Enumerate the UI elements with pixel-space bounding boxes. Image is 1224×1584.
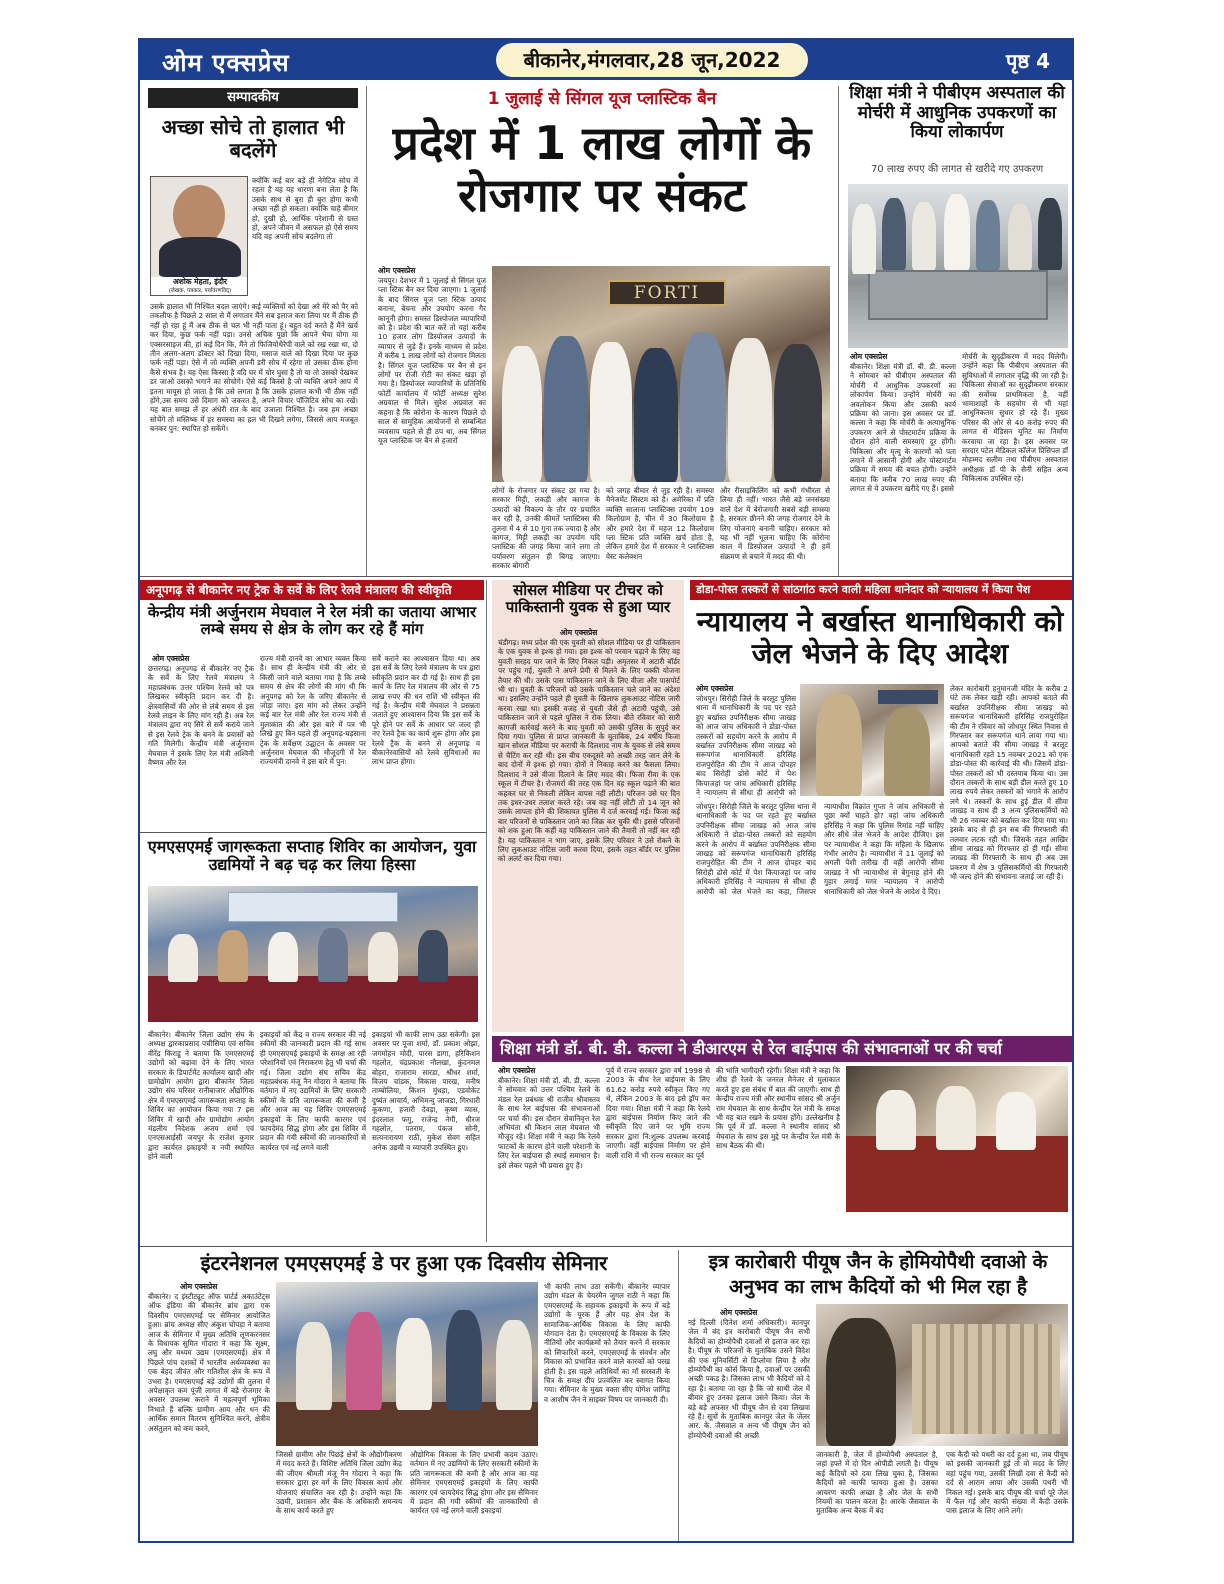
- lead-headline: प्रदेश में 1 लाख लोगों के रोजगार पर संकट: [392, 116, 812, 222]
- camp-banner: [228, 892, 398, 922]
- homeo-headline: इत्र कारोबारी पीयूष जैन के होमियोपैथी दवाओ के अनुभव का लाभ कैदियों को भी मिल रहा है: [708, 1251, 1048, 1298]
- editorial-body: उसके हालात भी निश्चित बदल जाएंगे। कई व्यक्तियों को देखा अरे मेरे को पैर को तकलीफ है पिछले 2 साल से मैं लगातार मैंने सब इलाज करा लिया पर मैं ठीक ही नहीं हो रहा हूं मैं अब ठीक से चल भी नहीं पाता हूं। बहुत दर्द करते हैं मैंने खर्च कर दिया, कुछ फर्क नहीं पड़ा। उनसे अचिक पूछो कि आपने भैया योगा या एक्सरसाइज की, हां कई दिन कि, मैंने तो फिजियोथैरेपी वाले को रख रखा था, दो तीन अलग-अलग डॉक्टर को दिखा दिया, मसाज वाले को दिखा दिया पर कुछ फर्क नहीं पड़ा। ऐसे में जो व्यक्ति अपनी डरी सोच में रहेगा तो उसका ठीक होना कैसे संभव है। यह ऐसा किस्सा है यदि घर में चोर घुसा है तो या तो उसको देखकर डर जाओ उसको भगाने का सोचोगे। ऐसे कई किस्से है जो व्यक्ति अपने आप में इतना मायूस हो जाता है कि उसे लगता है कि उसके हालात कभी भी ठीक नहीं होंगे,उस समय उसे दिमाग को जकरत है, अपने विचार पॉजिटिव सोच का रखें। यह बात समझ लें हर अंधेरी रात के बाद उजाला निश्चित है। जब हम अच्छा सोचेंगे तो मस्तिष्क में हर समस्या का हल भी दिखने लगेगा, जिससे आप मजबूत बनकर पुन: स्थापित हो सकेंगे।: [150, 302, 358, 434]
- mortuary-photo: [848, 184, 1068, 348]
- author-photo: [150, 176, 248, 296]
- court-headline: न्यायालय ने बर्खास्त थानाधिकारी को जेल भेजने के दिए आदेश: [696, 605, 1064, 671]
- homeo-col2: जानकारी है, जेल में होम्योपैथी अस्पताल है, जहां हफ्ते में दो दिन ओपीडी लगती है। पीयूष कई कैदियों को दवा लिख चुका है, जिसका कैदियों को काफी फायदा हुआ है। उसका आचरण काफी अच्छा है और जेल के सभी नियमों का पालन करता है। आरके जैसवाल के मुताबिक अन्य बैरक में बंद: [816, 1450, 938, 1516]
- rail-headline: केन्द्रीय मंत्री अर्जुनराम मेघवाल ने रेल मंत्री का जताया आभार लम्बे समय से क्षेत्र के लोग कर रहे हैं मांग: [147, 603, 477, 639]
- msme-camp-col1: बीकानेर। बीकानेर जिला उद्योग संघ के अध्यक्ष द्वारकाप्रसाद पचीसिया एवं सचिव वीरेंद्र किराडू ने बताया कि एमएसएमई उद्योगों को बढ़ावा देने के लिए भारत सरकार के डिपार्टमेंट कार्यालय खादी और ग्रामोद्योग आयोग द्वारा बीकानेर जिला उद्योग संघ परिसर रानीबाजार औद्योगिक क्षेत्र में एमएसएमई जागरूकता सप्ताह के शिविर का आयोजन किया गया 7 इस शिविर में खादी और ग्रामोद्योग आयोग मंडलीय निदेशक अजय शर्मा एवं एनएसआईसी जयपुर के राजेश कुमार द्वारा कार्यरत इकाइयों व नयी स्थापित होने वाली: [148, 1030, 254, 1162]
- court-col1-top: जोधपुर। सिरोही जिले के बरलूट पुलिस थाना में थानाधिकारी के पद पर रहते हुए बर्खास्त उपनिरीक्षक सीमा जाखड़ को आज जांच अधिकारी ने डोडा-पोस्त तस्करों को सहयोग करने के आरोप में बर्खास्त उपनिरीक्षक सीमा जाखड़ को सरूपगंज थानाधिकारी हरिसिंह राजपुरोहित की टीम ने आज दोपहर बाद सिरोही ढोसे कोर्ट में पेश कियाजहां पर जांच अधिकारी हरिसिंह ने न्यायालय से सीधा ही आरोपी को: [696, 694, 796, 798]
- newspaper-page: [138, 38, 1074, 1543]
- editorial-body-top: क्योंकि कई बार बड़े ही नेगेटिव सोच में रहता है यह यह धारणा बना लेता है कि उसके साथ से बुरा ही बुरा होगा कभी अच्छा नहीं हो सकता। क्योंकि चाहे बीमार हो, दुखी हो, आर्थिक परेशानी से ग्रस्त हो, अपने जीवन में असफल हो ऐसे समय यदि वह अपनी सोच बदलेगा तो: [252, 176, 358, 242]
- rail-byline: ओम एक्सप्रेस: [152, 654, 190, 663]
- seminar-col3: औद्योगिक विकास के लिए प्रभावी कदम उठाए। वर्तमान में नए उद्यमियों के लिए सरकारी स्कीमों के प्रति जागरूकता की कमी है और आज का यह सेमिनार एमएसएमई इकाइयों के लिए काफी कारगर एवं फायदेमंद सिद्ध होगा और इस सेमिनार में प्रदान की गयी स्कीमों की जानकारियों से कार्यरत एवं नई लगने वाली इकाइयां: [410, 1450, 538, 1516]
- masthead: [140, 40, 1072, 80]
- court-bar: डोडा-पोस्त तस्करों से सांठगांठ करने वाली महिला थानेदार को न्यायालय में किया पेश: [690, 580, 1072, 600]
- homeo-col1: नई दिल्ली (दिनेश शर्मा अधिकारी)। कानपुर जेल में बंद इत्र कारोबारी पीयूष जैन सभी कैदियों का होम्योपैथी दवाओं से इलाज कर रहा है। पीयूष के परिजनों के मुताबिक उसने विदेश की एक यूनिवर्सिटी से डिप्लोमा लिया है और होम्योपैथी का कोर्स किया है, दवाओं पर उसकी अच्छी पकड़ है। जिसका लाभ भी कैदियों को दे रहा है। बताया जा रहा है कि जो साथी जेल में बीमार हुए उनका इलाज उसने किया। जेल के बड़े बड़े अफसर भी पीयूष जैन से दवा लिखवा रहे हैं। सूत्रों के मुताबिक कानपुर जेल के जेलर आर. के. जैसवाल व अन्य भी पीयूष जैन को होम्योपैथी दवाओं की अच्छी: [688, 1318, 810, 1440]
- author-face: [173, 185, 225, 245]
- editorial-headline: अच्छा सोचे तो हालात भी बदलेंगे: [161, 115, 345, 162]
- social-headline: सोसल मीडिया पर टीचर को पाकिस्तानी युवक से हुआ प्यार: [505, 581, 671, 617]
- msme-camp-photo: [148, 886, 478, 1022]
- court-col1: जोधपुर। सिरोही जिले के बरलूट पुलिस थाना में थानाधिकारी के पद पर रहते हुए बर्खास्त उपनिरीक्षक सीमा जाखड़ को आज जांच अधिकारी ने डोडा-पोस्त तस्करों को सहयोग करने के आरोप में बर्खास्त उपनिरीक्षक सीमा जाखड़ को सरूपगंज थानाधिकारी हरिसिंह राजपुरोहित की टीम ने आज दोपहर बाद सिरोही ढोसे कोर्ट में पेश कियाजहां पर जांच अधिकारी हरिसिंह ने न्यायालय से सीधा ही आरोपी को जेल भेजने का कहा, जिसपर न्यायाधीश विक्रांत गुप्ता ने जांच अधिकारी से पूछा क्यों चाहते हो? वहां जांच अधिकारी हरिसिंह ने कहा कि पुलिस रिमांड नहीं चाहिए और सीधे जेल भेजने के आदेश दीजिए। इस पर न्यायाधीश ने कहा कि महिला के खिलाफ गंभीर आरोप है। न्यायाधीश ने 11 जुलाई को अगली पेशी तारीख दी वहीं आरोपी सीमा जाखड़ ने भी न्यायाधीश से बेगुनाह होने की गुहार लगाई मगर न्यायालय ने आरोपी थानाधिकारी को जेल भेजने के आदेश दे दिए।: [696, 802, 944, 896]
- lead-col2: को जगह बीमार से जुड़ रही है। समस्या मैनेजमेंट सिस्टम को है। अमेरिका में प्रति व्यक्ति सालाना प्लास्टिक्स उपयोग 109 किलोग्राम है, चीन में 30 किलोग्राम है और हमारे देश में महज 12 किलोग्राम प्ला स्टिक प्रति व्यक्ति खर्च होता है, लेकिन हमारे देश में सरकार ने प्लास्टिक्स वेस्ट कलेक्शन: [606, 486, 714, 561]
- officer-figure: [816, 694, 862, 796]
- author-role: (लेखक, पत्रकार, पर्यावरणविद्): [168, 288, 232, 294]
- court-col2: लेकर कारोबारी हनुमानजी मंदिर के करीब 2 घंटे तक लेकर खड़ी रही। आपको बताते की बर्खास्त उपनिरीक्षक सीमा जाखड़ को सरूपगंज थानाधिकारी हरिसिंह राजपुरोहित की टीम ने रविवार को जोधपुर स्थित निवास से गिरफ्तार कर सरूपगंज थाने लाया गया था। आपको बताते की सीमा जाखड़ ने बरलूट थानाधिकारी रहते 15 नवम्बर 2021 को एक डोडा-पोस्त की कार्रवाई की थी। जिसमें डोडा-पोस्त तस्करों को भी दस्तयाब किया था। उस दौरान तस्करों के साथ बड़ी डील करते हुए 10 लाख रुपये लेकर तस्करों को भगाने के आरोप लगे थे। तस्करों के साथ हुई डील में सीमा जाखड़ व साथ ही 3 अन्य पुलिसकर्मियों को भी 26 नवम्बर को बर्खास्त कर दिया गया था। इसके बाद से ही इन सब की गिरफ्तारी की तलवार लटक रही थी। जिसके तहत आखिर सीमा जाखड़ को गिरफ्तार हो ही गईं। सीमा जाखड़ की गिरफ्तारी के साथ ही अब उस प्रकरण में शेष 3 पुलिसकर्मियों की गिरफ्तारी भी जल्द होने की संभावना जताई जा रही है।: [950, 684, 1068, 882]
- social-body: चंडीगढ़। मध्य प्रदेश की एक युवती को सोशल मीडिया पर ही पाकिस्तान के एक युवक से इश्क हो गया। इस इश्क को परवान चढ़ाने के लिए वह युवती सरहद पार जाने के लिए निकल पड़ी। अमृतसर में अटारी बॉर्डर पर पहुंच गई, युवती ने अपने प्रेमी से मिलने के लिए पक्की योजना तैयार की थी। उसके पास पाकिस्तान जाने के लिए वीजा और पासपोर्ट भी था। युवती के परिजनों को उसके पाकिस्तान चले जाने का अंदेशा था। इसलिए उन्होंने पहले ही युवती के खिलाफ लुकआउट नोटिस जारी करवा रखा था। इसकी वजह से युवती जैसे ही अटारी पहुंची, उसे पाकिस्तान जाने से पहले पुलिस ने रोक लिया। बीते रविवार को सारी कागजी कार्रवाई करने के बाद युवती को उसकी पुलिस के सुपुर्द कर दिया गया। पुलिस से प्राप्त जानकारी के मुताबिक, 24 वर्षीय फिजा खान सोशल मीडिया पर कराची के दिलशाद नाम के युवक से लंबे समय से चैटिंग कर रही थी। इस बीच एकदूसरे को अच्छी तरह जान लेने के बाद दोनों में इश्क हो गया। दोनों ने निकाह करने का फैसला लिया। दिलशाद ने उसे वीजा दिलाने के लिए मदद की। फिजा रीवा के एक स्कूल में टीचर है। रोजमर्रा की तरह एक दिन वह स्कूल पढ़ाने की बात कहकर घर से निकली लेकिन वापस नहीं लौटी। परिजन उसे घर दिन तक इधर-उधर तलाश करते रहे। जब वह नहीं लौटी तो 14 जून को उसके लापता होने की शिकायत पुलिस में दर्ज करवाई गई। फिजा कई बार परिजनों से पाकिस्तान जाने का जिक्र कर चुकी थी। इससे परिजनों को शक हुआ कि कहीं वह पाकिस्तान जाने की तैयारी तो नहीं कर रही है। यह पाकिस्तान न भाग जाए, इसके लिए परिवार ने उसे रोकने के लिए लुकआउट नोटिस जारी करवा दिया, इसके तहत बॉर्डर पर पुलिस को अलर्ट कर दिया गया।: [498, 638, 680, 864]
- homeo-byline: ओम एक्सप्रेस: [720, 1308, 758, 1317]
- seminar-byline: ओम एक्सप्रेस: [180, 1282, 218, 1291]
- seminar-headline: इंटरनेशनल एमएसएमई डे पर हुआ एक दिवसीय सेमिनार: [200, 1251, 608, 1275]
- social-byline: ओम एक्सप्रेस: [560, 628, 598, 637]
- health-col2: मोर्चरी के सुदृढ़ीकरण में मदद मिलेगी। उन्होंने कहा कि पीबीएम अस्पताल की सुविधाओं में लगातार वृद्धि की जा रही है। चिकित्सा सेवाओं का सुदृढ़ीकरण सरकार की सर्वोच्च प्राथमिकता है, वहीं भामाशाहों के सहयोग से भी यहां आधुनिकतम सुधार हो रहे हैं। मुख्य परिसर की ओर से 40 करोड़ रुपए की लागत से मेडिसन यूनिट का निर्माण करवाया जा रहा है। इस अवसर पर सरदार पटेल मेडिकल कॉलेज प्रिंसिपल डॉ मोहम्मद सलीम तथा पीबीएम अस्पताल अधीक्षक डॉ पी के सैनी सहित अन्य चिकित्सक उपस्थित रहे।: [962, 352, 1068, 484]
- msme-camp-col2: इकाइयों को केंद्र व राज्य सरकार की नई स्कीमों की जानकारी प्रदान की गई साथ ही एमएसएमई इकाइयों के समक्ष आ रही परेशानियों एवं निराकरण हेतु भी चर्चा की गई। जिला उद्योग संघ सचिव केंद्र महाप्रबंधक मंजू नैन गोदारा ने बताया कि वर्तमान में नए उद्यमियों के लिए सरकारी स्कीमों के प्रति जागरूकता की कमी है और आज का यह शिविर एमएसएमई इकाइयों के लिए काफी कारगर एवं फायदेमंद सिद्ध होगा और इस शिविर में प्रदान की गयी स्कीमों की जानकारियों से कार्यरत एवं नई लगने वाली: [260, 1030, 366, 1152]
- lead-kicker: 1 जुलाई से सिंगल यूज प्लास्टिक बैन: [487, 89, 717, 109]
- masthead-title: ओम एक्सप्रेस: [162, 49, 290, 77]
- businessman-figure: [826, 1318, 896, 1446]
- officer-photo: [800, 684, 944, 796]
- rail-col2: राज्य मंत्री दानवे का आभार व्यक्त किया है। साथ ही केन्द्रीय मंत्री की ओर से किसी जाने वाले बताया गया है कि लम्बे समय से क्षेत्र की लोगों की मांग थी कि अनूपगढ़ को रेल के जरिए बीकानेर से जोड़ा जाए। इस मांग को लेकर उन्होंने कई बार रेल मंत्री और रेल राज्य मंत्री से मुलाकात की और इस बारे में पत्र भी लिखे हुए बिन पहले ही अनूपगढ़-घड़साना ट्रेक के सर्वेक्षण उद्घाटन के अवसर पर अर्जुनराम मेघवाल की मौजूदगी में रेल राज्यमंत्री दानवे ने इस बारे में पुन:: [260, 654, 366, 767]
- seminar-col4: भी काफी लाभ उठा सकेंगी। बीकानेर व्यापार उद्योग मंडल के चेयरमैन जुगल राठी ने कहा कि एमएसएमई के सहायक इकाइयों के रूप में बड़े उद्योगों के पूरक हैं और यह क्षेत्र देश के सामाजिक-आर्थिक विकास के लिए काफी योगदान देता है। एमएसएमई के विकास के लिए नीतियों और कार्यक्रमों को तैयार करने में सरकार को सिफारिशें करने, एमएसएमई के संवर्धन और विकास को प्रभावित करने वाले कारकों को परख होती है। इस पहले अतिथियों का माँ सरस्वती के चित्र के समक्ष दीप प्रज्वलित कर स्वागत किया गया। सेमिनार के मुख्य वक्ता सीए योगेश जांगिड़ व आशीष जैन ने साइबर विषय पर जानकारी दी।: [544, 1282, 670, 1404]
- forti-sign: FORTI: [608, 280, 726, 306]
- seminar-col1: बीकानेर। द इंस्टीट्यूट ऑफ चार्टर्ड अकाउंटेंट्स ऑफ इंडिया की बीकानेर ब्रांच द्वारा एक दिवसीय एमएसएमई पर सेमिनार आयोजित हुआ। ब्रांच अध्यक्ष सीए अंकुश चोपड़ा ने बताया आज के सेमिनार में मुख्य अतिथि लूणकरनसर के विधायक सुमित गोदारा ने कहा कि सूक्ष्म, लघु और मध्यम उद्यम (एमएसएमई) क्षेत्र में पिछले पांच दशकों में भारतीय अर्थव्यवस्था का एक बेहद जीवंत और गतिशील क्षेत्र के रूप में उभरा है। एमएसएमई बड़े उद्योगों की तुलना में अपेक्षाकृत कम पूंजी लागत में बड़े रोजगार के अवसर उपलब्ध कराने में महत्वपूर्ण भूमिका निभाते हैं बल्कि ग्रामीण आय और धन की आर्थिक समान वितरण सुनिश्चित करने, क्षेत्रीय असंतुलन को कम करने,: [148, 1292, 270, 1433]
- lead-col1: लोगों के रोजगार पर संकट छा गया है। सरकार मिट्टी, लकड़ी और कागज के उत्पादों को विकल्प के तौर पर प्रचारित कर रही है, उनकी कीमतें प्लास्टिक्स की तुलना में 4 से 10 गुना तक ज्यादा है और कागज, मिट्टी लकड़ी का उपयोग यदि प्लास्टिक की जगह किया जाने लगा तो पर्यावरण संतुलन ही बिगड़ जाएगा। सरकार बोगारी: [492, 486, 600, 571]
- page-number: पृष्ठ 4: [1005, 49, 1050, 73]
- masthead-date: बीकानेर,मंगलवार,28 जून,2022: [496, 43, 808, 77]
- homeo-col3: एक कैदी को पथरी का दर्द हुआ था, जब पीयूष को इसकी जानकारी हुई तो वो मदद के लिए वहां पहुंच गया, उसकी लिखी दवा से कैदी को दर्द से आराम आया और उसकी पथरी भी निकल गई। इसके बाद पीयूष की चर्चा पूरे जेल में फैल गई और काफी संख्या में कैदी उसके पास इलाज के लिए आने लगे।: [946, 1450, 1068, 1516]
- mortuary-equipment: [868, 270, 1048, 320]
- court-byline: ओम एक्सप्रेस: [696, 684, 734, 693]
- bypass-col1: बीकानेर। शिक्षा मंत्री डॉ. बी. डी. कल्ला ने सोमवार को उत्तर पश्चिम रेलवे के मंडल रेल प्रबंधक श्री राजीव श्रीवास्तव के साथ रेल बाईपास की संभावनाओं पर चर्चा की। इस दौरान सेवानिवृत्त रेल अभियंता श्री किशन लाल मेघवाल भी मौजूद रहे। शिक्षा मंत्री ने कहा कि रेलवे फाटकों के कारण होने वाली परेशानी के लिए रेल बाईपास ही स्थाई समाधान है। इसे लेकर पहले भी प्रयास हुए हैं।: [498, 1076, 600, 1170]
- bypass-col2: पूर्व में राज्य सरकार द्वारा वर्ष 1998 से 2003 के बीच रेल बाईपास के लिए 61.62 करोड़ रुपये स्वीकृत किए गए थे, लेकिन 2003 के बाद इसे ड्रॉप कर दिया गया। शिक्षा मंत्री ने कहा कि रेलवे द्वारा बाईपास निर्माण किए जाने की स्वीकृति दिए जाने पर भूमि राज्य सरकार द्वारा नि:शुल्क उपलब्ध करवाई जाएगी। वहीं बाईपास निर्माण पर होने वाली राशि में भी राज्य सरकार का पूर्व: [606, 1066, 710, 1160]
- msme-camp-headline: एमएसएमई जागरूकता सप्ताह शिविर का आयोजन, युवा उद्यमियों ने बढ़ चढ़ कर लिया हिस्सा: [147, 837, 477, 875]
- editorial-label: सम्पादकीय: [148, 88, 358, 108]
- health-byline: ओम एक्सप्रेस: [850, 352, 888, 361]
- bypass-photo: [846, 1066, 1068, 1212]
- bypass-headline: शिक्षा मंत्री डॉ. बी. डी. कल्ला ने डीआरएम से रेल बाईपास की संभावनाओं पर की चर्चा: [492, 1036, 1072, 1062]
- msme-camp-col3: इकाइयां भी काफी लाभ उठा सकेगी। इस अवसर पर पूजा शर्मा, डॉ. प्रकाश ओझा, जगमोहन मोदी, पारस डागा, हरिकिशन गहलोत, चंद्रप्रकाश नौलखा, कुंदनमल बोहरा, राजाराम सारडा, श्रीधर शर्मा, विजय चांडक, विकास पारख, मनीष ताम्बोलिया, किशन मुंधड़ा, एडवोकेट दुष्यंत आचार्य, अभिमन्यु जाजडा, गिरधारी कूकणा, हजारी देवड़ा, कृष्ण व्यास, इंदरलाल फगु, राजेन्द्र नेगी, धीरज गहलोत, पतराम, पंकज सोनी, सत्यनारायण राठी, मुकेश सेवग सहित अनेक उद्यमी व व्यापारी उपस्थित हुए।: [372, 1030, 480, 1152]
- rail-bar: अनूपगढ़ से बीकानेर नए ट्रेक के सर्वे के लिए रेलवे मंत्रालय की स्वीकृति: [140, 580, 484, 600]
- rail-col3: सर्वे कराने का आश्वासन दिया था। अब इस सर्वे के लिए रेलवे मंत्रालय के पत्र द्वारा स्वीकृति प्रदान कर दी गई है। साथ ही इस कार्य के लिए रेल मंत्रालय की ओर से 75 लाख रुपए की धन राशि भी स्वीकृत की गई है। केन्द्रीय मंत्री मेघवाल ने प्रसन्नता जताते हुए आश्वासन दिया कि इस सर्वे के पूरे होने पर सर्वे के आधार पर जल्द ही नए रेलवे ट्रैक का कार्य शुरू होगा और इस रेलवे ट्रैक के बनने से अनूपगढ़ व बीकानेरवासियों को रेलवे सुविधाओं का लाभ प्राप्त होगा।: [372, 654, 480, 767]
- health-col1: बीकानेर। शिक्षा मंत्री डॉ. बी. डी. कल्ला ने सोमवार को पीबीएम अस्पताल की मोर्चरी में आधुनिक उपकरणों का लोकार्पण किया। उन्होंने मोर्चरी का अवलोकन किया और उसकी कार्य प्रक्रिया को जाना। इस अवसर पर डॉ. कल्ला ने कहा कि मोर्चरी के अत्याधुनिक उपकरण आने से पोस्टमार्टम प्रक्रिया के दौरान होने वाली समस्याएं दूर होंगी। चिकित्सा और मृत्यु के कारणों को पता लगाने में आसानी होगी और पोस्टमार्टम प्रक्रिया में समय की बचत होगी। उन्होंने बताया कि करीब 70 लाख रुपए की लागत से ये उपकरण खरीदे गए हैं। इससे: [850, 362, 956, 494]
- lead-intro: जयपुर। देशभर में 1 जुलाई से सिंगल यूज प्ला स्टिक बैन कर दिया जाएगा। 1 जुलाई के बाद सिंगल यूज प्ला स्टिक उत्पाद बनाना, बेचना और उपयोग करना गैर कानूनी होगा। समस्त डिस्पोजल व्यापारियों को है। प्रदेश की बात करें तो यहां करीब 10 हजार लोग डिस्पोजल उत्पादों के व्यापार से जुड़े हैं। इनके माध्यम से प्रदेश में करीब 1 लाख लोगों को रोजगार मिलता है। सिंगल यूज प्लास्टिक पर बैन से इन लोगों पर रोजी रोटी का संकट खड़ा हो गया है। डिस्पोजल व्यापारियों के प्रतिनिधि फोर्टी कार्यालय में फोर्टी अध्यक्ष सुरेश अग्रवाल से मिले। सुरेश अग्रवाल का कहना है कि कोरोना के कारण पिछले दो साल से सामुहिक आयोजनों से सम्बन्धित व्यवसाय पहले से ही ठप था, अब सिंगल यूज प्लास्टिक पर बैन से हजारों: [378, 276, 486, 445]
- lead-byline: ओम एक्सप्रेस: [378, 266, 416, 275]
- bypass-col3: की भांति भागीदारी रहेगी। शिक्षा मंत्री ने कहा कि शीघ्र ही रेलवे के जनरल मैनेजर से मुलाकात करते हुए इस संबंध में बात की जाएगी। साथ ही केन्द्रीय राज्य मंत्री और स्थानीय सांसद श्री अर्जुन राम मेघवाल के साथ केन्द्रीय रेल मंत्री के समक्ष भी यह बात रखने के प्रयास होंगे। उल्लेखनीय है कि पूर्व में डॉ. कल्ला ने स्थानीय सांसद श्री मेघवाल के साथ इस मुद्दे पर केन्द्रीय रेल मंत्री के साथ बैठक की थी।: [716, 1066, 840, 1151]
- bypass-byline: ओम एक्सप्रेस: [498, 1066, 536, 1075]
- health-headline: शिक्षा मंत्री ने पीबीएम अस्पताल की मोर्चरी में आधुनिक उपकरणों का किया लोकार्पण: [849, 83, 1065, 143]
- health-subhead: 70 लाख रुपए की लागत से खरीदे गए उपकरण: [870, 164, 1044, 175]
- author-suit: [159, 237, 241, 277]
- rail-col1: छत्तरगढ़। अनूपगढ़ से बीकानेर नए ट्रैक के सर्वे के लिए रेलवे मंत्रालय ने महाप्रबंधक उत्तर पश्चिम रेलवे को पत्र लिखकर स्वीकृति प्रदान कर दी है। क्षेत्रवासियों की ओर से लंबे समय से इस रेलवे लाइन के लिए मांग रही है। अब रेल मंत्रालय द्वारा नए सिरे से सर्वे कराये जाने से इस रेलवे ट्रेक के बनने के प्रयासों को गति मिलेगी। केन्द्रीय मंत्री अर्जुनराम मेघवाल ने इसके लिए रेल मंत्री अश्विनी वैष्णव और रेल: [148, 664, 254, 768]
- seminar-col2: जिससे ग्रामीण और पिछड़े क्षेत्रों के औद्योगीकरण में मदद करते हैं। विशिष्ट अतिथि जिला उद्योग केंद्र की जीएम श्रीमती मंजू नैन गोदारा ने कहा कि सरकार द्वारा हर वर्ग के लिए विकास कार्य और योजनाएं संचालित कर रही है। उन्होंने कहा कि उद्यमी, प्रशासन और बैंक के अधिकारी समन्वय के साथ कार्य करते हुए: [276, 1450, 402, 1516]
- camp-table: [148, 976, 478, 1022]
- author-name: अशोक मेहता, इंदौर: [173, 277, 227, 286]
- cash-stack: [912, 1324, 1060, 1434]
- seminar-photo: [276, 1282, 538, 1446]
- homeo-photo: [816, 1304, 1068, 1446]
- lead-photo: [492, 266, 830, 482]
- lead-col3: और रीसाइकिलिंग को कभी गंभीरता से लिया ही नहीं। भारत जैसे बड़े जनसंख्या वाले देश में बेरोजगारी सबसे बड़ी समस्या है, सरकार छीनने की जगह रोजगार देने के लिए योजनाएं बनानी चाहिए। सरकार को यह भी नहीं भूलना चाहिए कि कोरोना काल में डिस्पोजल उत्पादों ने ही हमें संक्रमण से बचाने में मदद की थी।: [720, 486, 830, 561]
